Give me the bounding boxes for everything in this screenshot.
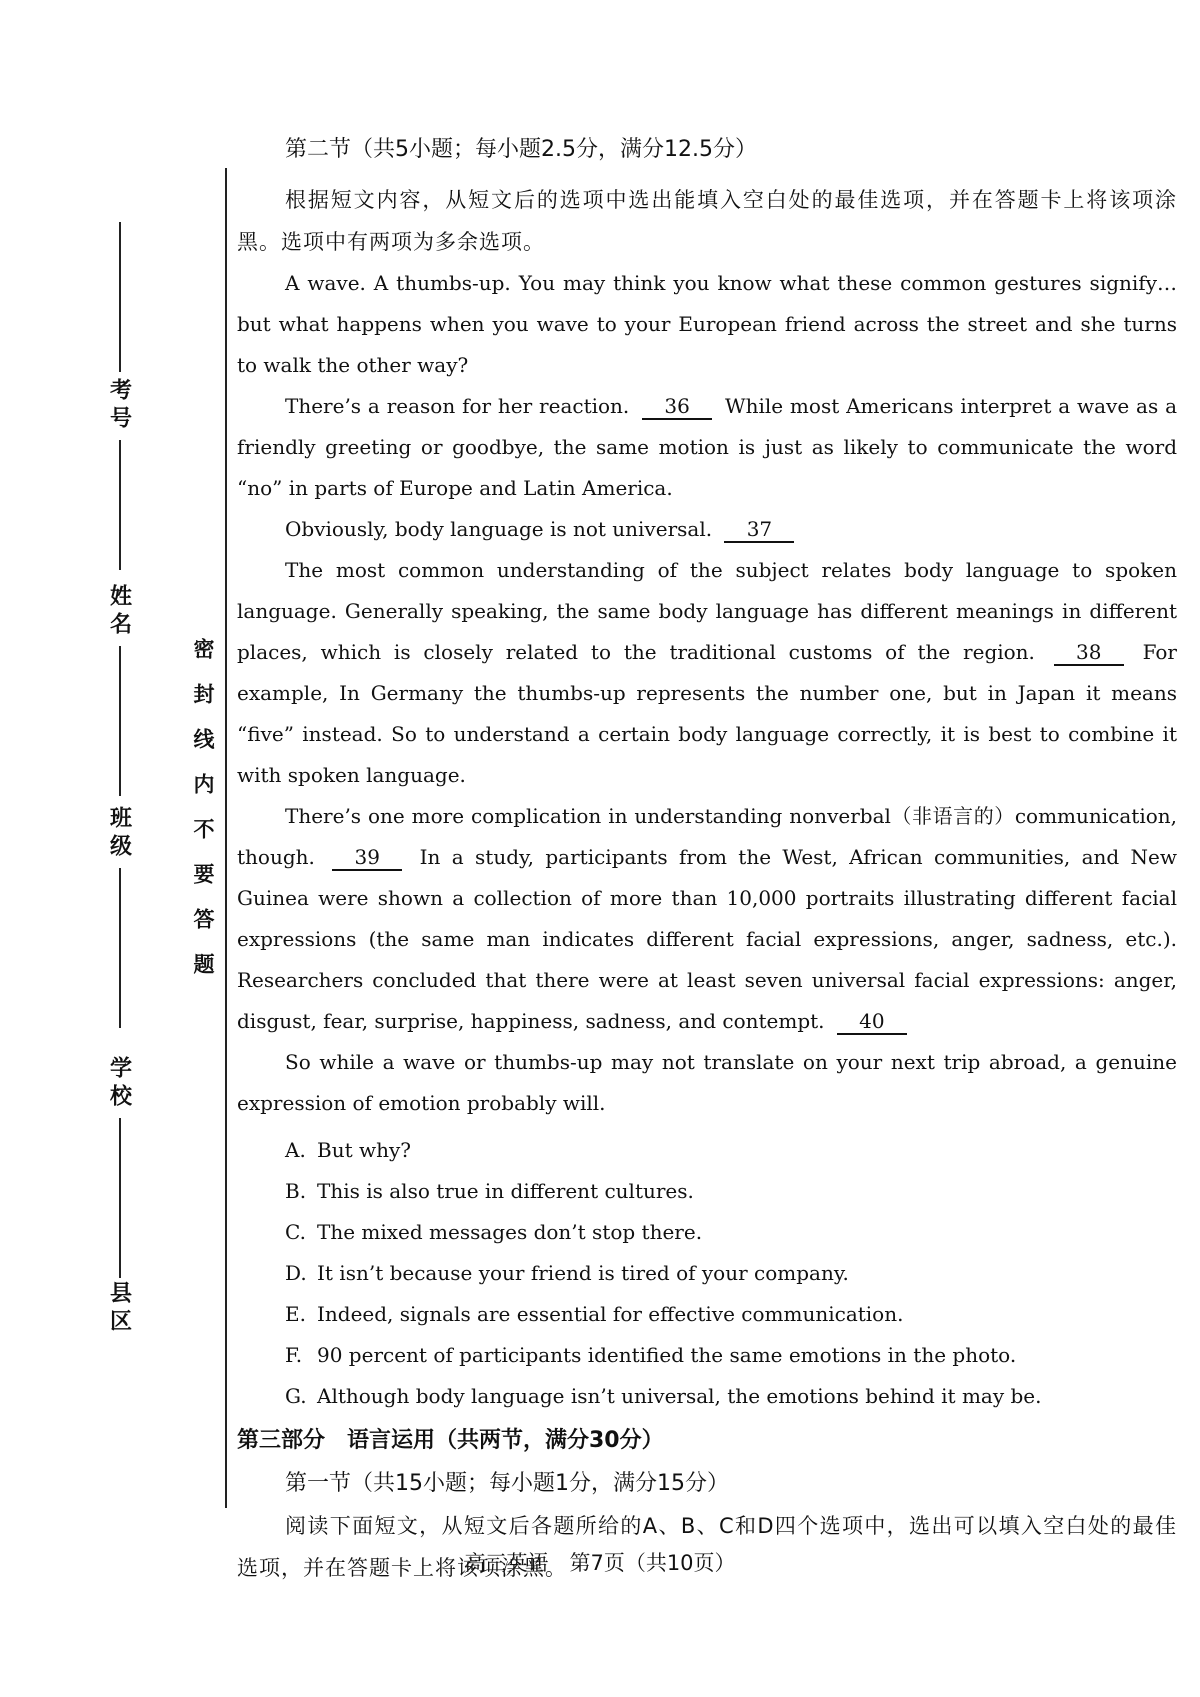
paragraph-text: In a study, participants from the West, African communities, and New Guinea were shown a collection of more than 10,000 portraits illustrating different facial expressions (the same man indicates different facial expressions, anger, sadness, etc.). Researchers concluded that there were at least seven universal facial expressions: anger, disgust, fear, surprise, happiness, sadness, and contempt. bbox=[237, 845, 1177, 1033]
option-g bbox=[237, 1376, 1177, 1417]
option-e bbox=[237, 1294, 1177, 1335]
passage-paragraph-1: A wave. A thumbs-up. You may think you know what these common gestures signify…but what happens when you wave to your European friend across the street and she turns to walk the other way? bbox=[237, 271, 1177, 377]
main-content bbox=[237, 132, 1177, 1589]
answer-blank-36: 36 bbox=[642, 394, 712, 420]
part-3-instruction: 阅读下面短文，从短文后各题所给的A、B、C和D四个选项中，选出可以填入空白处的最佳选项，并在答题卡上将该项涂黑。 bbox=[237, 1514, 1177, 1580]
paragraph-text: The most common understanding of the subject relates body language to spoken language. Generally speaking, the same body language has different meanings in different places, which is closely related to the traditional customs of the region. bbox=[237, 558, 1177, 664]
option-letter: F. bbox=[285, 1343, 303, 1367]
answer-blank-38: 38 bbox=[1054, 640, 1124, 666]
option-text: The mixed messages don’t stop there. bbox=[317, 1220, 703, 1244]
answer-blank-37: 37 bbox=[724, 517, 794, 543]
field-name bbox=[100, 578, 140, 796]
part-3-title: 第三部分 语言运用（共两节，满分30分） bbox=[237, 1428, 664, 1453]
paragraph-text: There’s one more complication in understanding nonverbal（非语言的）communication, though. bbox=[237, 804, 1177, 869]
option-text: Indeed, signals are essential for effective communication. bbox=[317, 1302, 904, 1326]
answer-blank-39: 39 bbox=[332, 845, 402, 871]
option-text: But why? bbox=[317, 1138, 411, 1162]
section-2-instruction: 根据短文内容，从短文后的选项中选出能填入空白处的最佳选项，并在答题卡上将该项涂黑。选项中有两项为多余选项。 bbox=[237, 188, 1177, 254]
field-label-district: 县区 bbox=[106, 1281, 133, 1337]
passage-paragraph-4 bbox=[237, 550, 1177, 796]
field-exam-number bbox=[100, 222, 140, 570]
option-text: 90 percent of participants identified the same emotions in the photo. bbox=[317, 1343, 1017, 1367]
option-text: This is also true in different cultures. bbox=[317, 1179, 694, 1203]
paragraph-text: For example, In Germany the thumbs-up represents the number one, but in Japan it means “five” instead. So to understand a certain body language correctly, it is best to combine it with spoken language. bbox=[237, 640, 1177, 787]
paragraph-text: There’s a reason for her reaction. bbox=[285, 394, 630, 418]
option-letter: B. bbox=[285, 1179, 307, 1203]
section-2-title: 第二节（共5小题；每小题2.5分，满分12.5分） bbox=[285, 137, 757, 162]
passage-paragraph-5 bbox=[237, 796, 1177, 1042]
passage-paragraph-3 bbox=[237, 509, 1177, 550]
option-b bbox=[237, 1171, 1177, 1212]
option-letter: A. bbox=[285, 1138, 306, 1162]
field-school bbox=[100, 1050, 140, 1278]
binding-line bbox=[225, 168, 227, 1508]
option-letter: D. bbox=[285, 1261, 307, 1285]
option-text: It isn’t because your friend is tired of your company. bbox=[317, 1261, 849, 1285]
paragraph-text: While most Americans interpret a wave as a friendly greeting or goodbye, the same motion is just as likely to communicate the word “no” in parts of Europe and Latin America. bbox=[237, 394, 1177, 500]
part-3-section-1-title: 第一节（共15小题；每小题1分，满分15分） bbox=[285, 1471, 729, 1496]
field-class bbox=[100, 800, 140, 1028]
option-text: Although body language isn’t universal, the emotions behind it may be. bbox=[317, 1384, 1042, 1408]
field-label-exam-number: 考号 bbox=[106, 378, 133, 434]
answer-options bbox=[237, 1130, 1177, 1417]
passage-paragraph-6: So while a wave or thumbs-up may not translate on your next trip abroad, a genuine expression of emotion probably will. bbox=[237, 1050, 1177, 1115]
option-a bbox=[237, 1130, 1177, 1171]
seal-line-text: 密封线内不要答题 bbox=[191, 638, 216, 998]
passage-paragraph-2 bbox=[237, 386, 1177, 509]
page-footer: 高三英语 第7页（共10页） bbox=[464, 1551, 736, 1575]
option-f bbox=[237, 1335, 1177, 1376]
option-letter: E. bbox=[285, 1302, 306, 1326]
option-letter: C. bbox=[285, 1220, 306, 1244]
field-label-class: 班级 bbox=[106, 806, 133, 862]
answer-blank-40: 40 bbox=[837, 1009, 907, 1035]
option-c bbox=[237, 1212, 1177, 1253]
option-letter: G. bbox=[285, 1384, 307, 1408]
option-d bbox=[237, 1253, 1177, 1294]
field-district bbox=[100, 1275, 140, 1343]
paragraph-text: Obviously, body language is not universal. bbox=[285, 517, 713, 541]
field-label-name: 姓名 bbox=[106, 584, 133, 640]
field-label-school: 学校 bbox=[106, 1056, 133, 1112]
